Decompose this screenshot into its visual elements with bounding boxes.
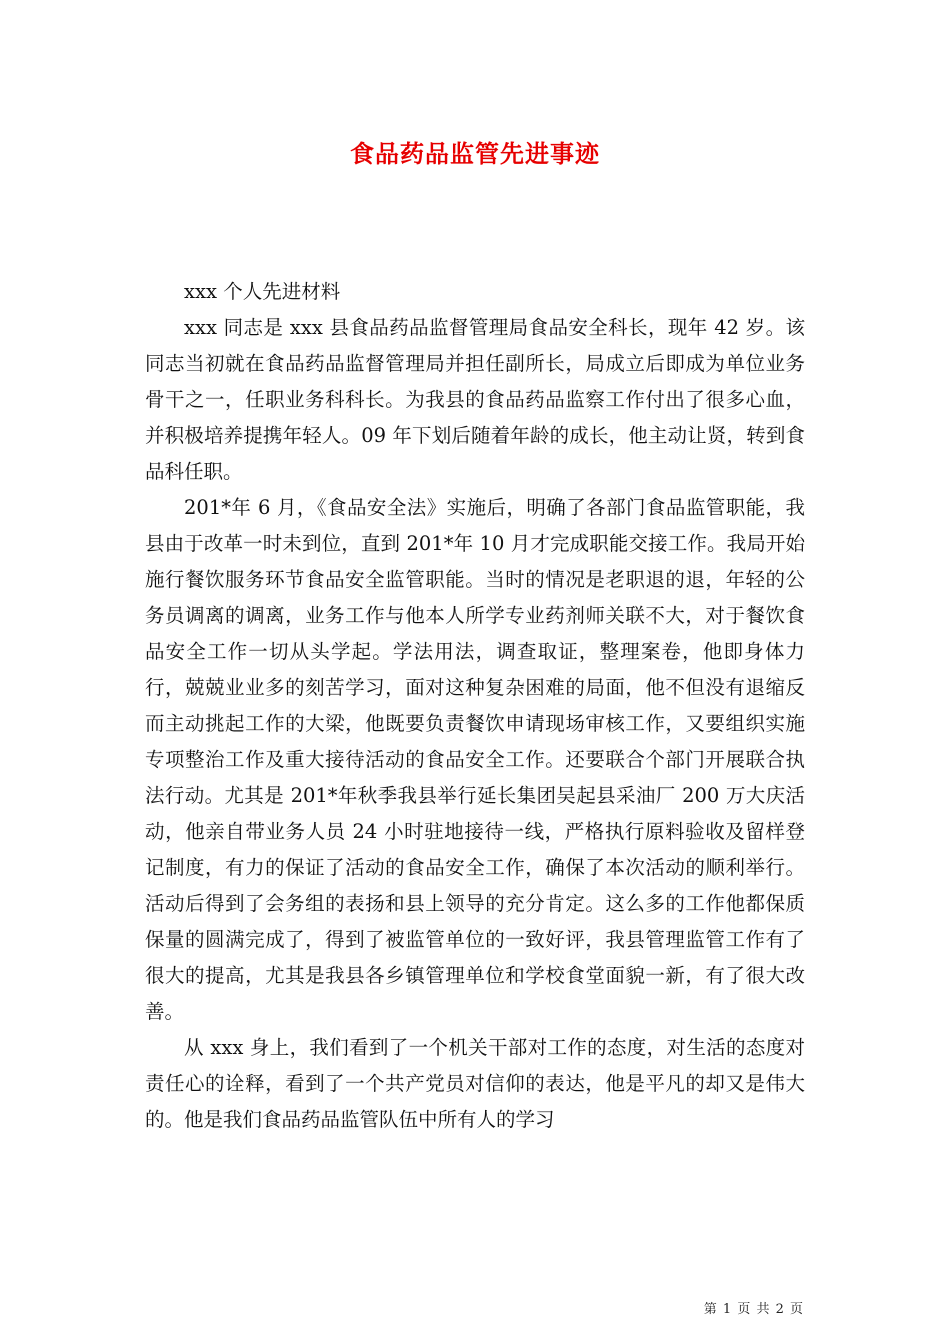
document-title: 食品药品监管先进事迹 — [350, 139, 600, 168]
page-number: 第 1 页 共 2 页 — [703, 1302, 804, 1317]
paragraph-3: 从 xxx 身上，我们看到了一个机关干部对工作的态度，对生活的态度对责任心的诠释，看到了一个共产党员对信仰的表达，他是平凡的却又是伟大的。他是我们食品药品监管队伍中所有人的学习 — [145, 1036, 805, 1131]
document-body — [145, 274, 805, 1138]
paragraph-2: 201*年 6 月，《食品安全法》实施后，明确了各部门食品监管职能，我县由于改革一时未到位，直到 201*年 10 月才完成职能交接工作。我局开始施行餐饮服务环节食品安全监管职能。当时的情况是老职退的退，年轻的公务员调离的调离，业务工作与他本人所学专业药剂师关联不大，对于餐饮食品安全工作一切从头学起。学法用法，调查取证，整理案卷，他即身体力行，兢兢业业多的刻苦学习，面对这种复杂困难的局面，他不但没有退缩反而主动挑起工作的大梁，他既要负责餐饮申请现场审核工作，又要组织实施专项整治工作及重大接待活动的食品安全工作。还要联合个部门开展联合执法行动。尤其是 201*年秋季我县举行延长集团吴起县采油厂 200 万大庆活动，他亲自带业务人员 24 小时驻地接待一线，严格执行原料验收及留样登记制度，有力的保证了活动的食品安全工作，确保了本次活动的顺利举行。活动后得到了会务组的表扬和县上领导的充分肯定。这么多的工作他都保质保量的圆满完成了，得到了被监管单位的一致好评，我县管理监管工作有了很大的提高，尤其是我县各乡镇管理单位和学校食堂面貌一新，有了很大改善。 — [145, 496, 805, 1023]
paragraph-1: xxx 同志是 xxx 县食品药品监督管理局食品安全科长，现年 42 岁。该同志当初就在食品药品监督管理局并担任副所长，局成立后即成为单位业务骨干之一，任职业务科科长。为我县的食品药品监察工作付出了很多心血，并积极培养提携年轻人。09 年下划后随着年龄的成长，他主动让贤，转到食品科任职。 — [145, 316, 805, 483]
document-subtitle: xxx 个人先进材料 — [184, 280, 341, 303]
